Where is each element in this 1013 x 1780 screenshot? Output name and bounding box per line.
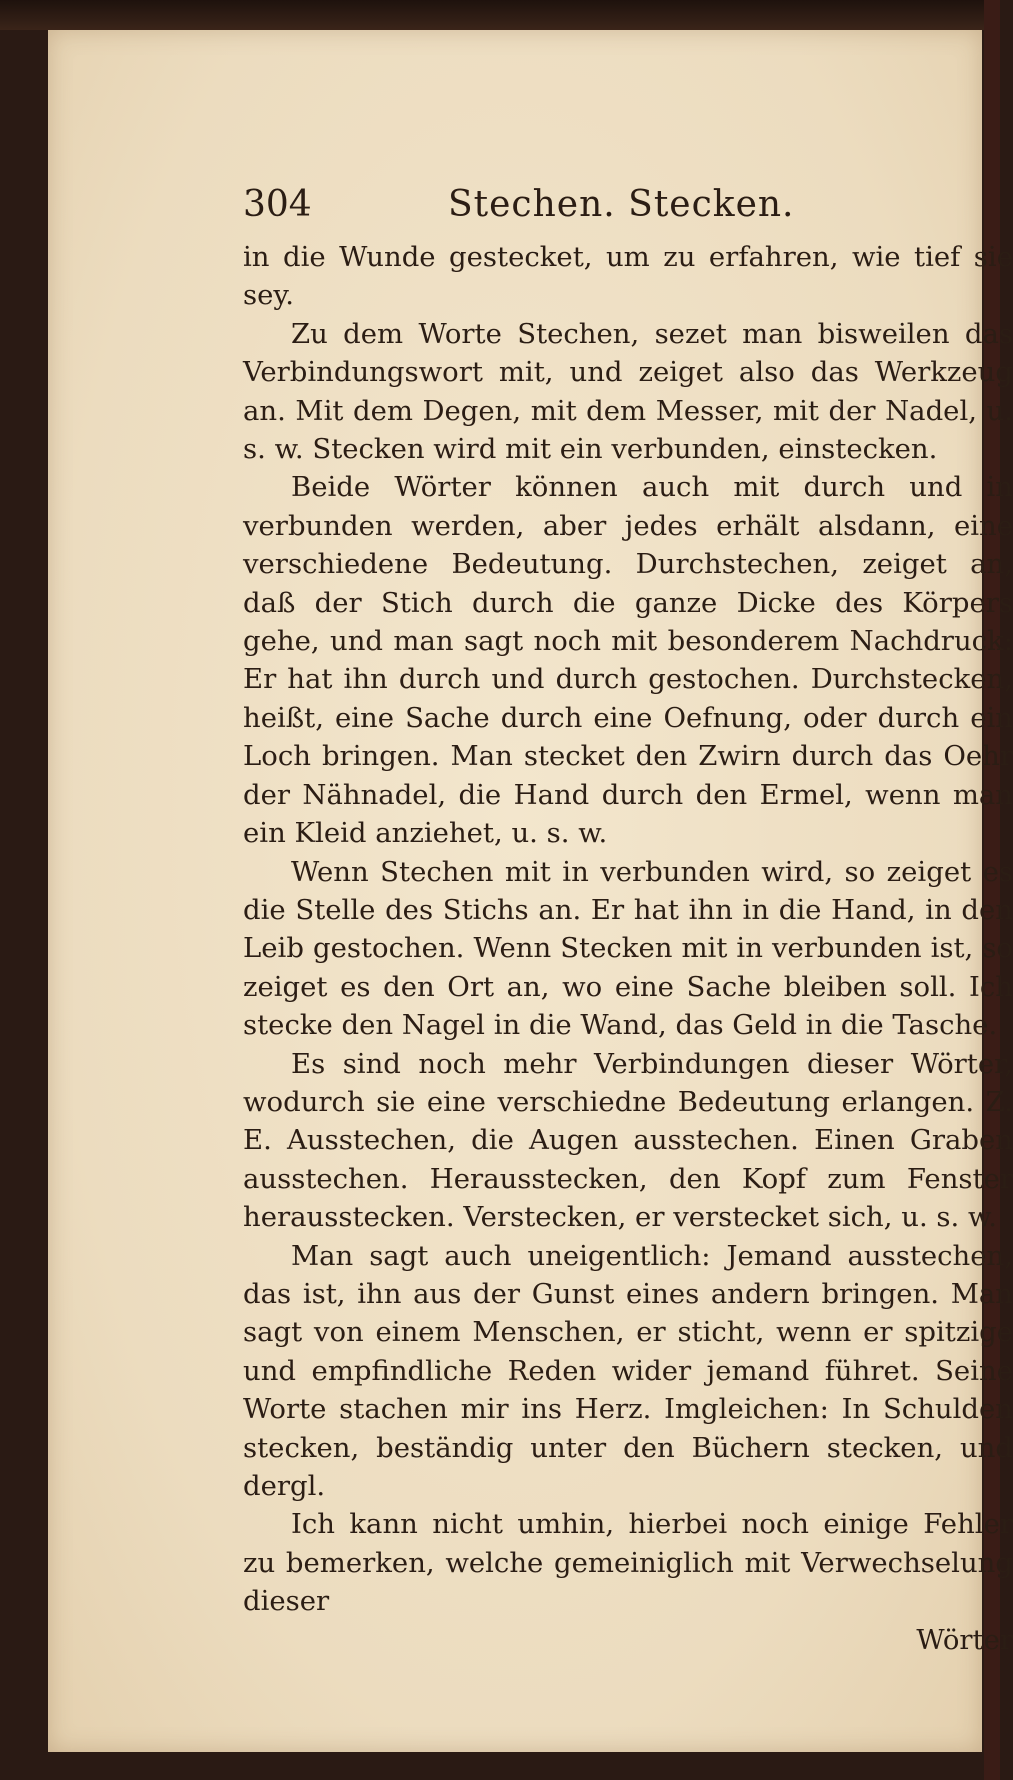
body-text [243,238,1013,1621]
paragraph: Man sagt auch uneigentlich: Jemand ausstechen, das ist, ihn aus der Gunst eines andern bringen. Man sagt von einem Menschen, er sticht, wenn er spitzige und empfindliche Reden wider jemand führet. Seine Worte stachen mir ins Herz. Imgleichen: In Schulden stecken, beständig unter den Büchern stecken, und dergl. [243,1239,1013,1502]
page-content [243,172,1013,1659]
page-number: 304 [243,184,312,225]
paragraph: Beide Wörter können auch mit durch und in verbunden werden, aber jedes erhält alsdann, eine verschiedene Bedeutung. Durchstechen, zeiget an, daß der Stich durch die ganze Dicke des Körpers gehe, und man sagt noch mit besonderem Nachdruck: Er hat ihn durch und durch gestochen. Durchstecken, heißt, eine Sache durch eine Oefnung, oder durch ein Loch bringen. Man stecket den Zwirn durch das Oehr der Nähnadel, die Hand durch den Ermel, wenn man ein Kleid anziehet, u. s. w. [243,471,1013,850]
paragraph: Zu dem Worte Stechen, sezet man bisweilen das Verbindungswort mit, und zeiget also das Werkzeug an. Mit dem Degen, mit dem Messer, mit der Nadel, u. s. w. Stecken wird mit ein verbunden, einstecken. [243,317,1013,466]
catch-word: Wörter [916,1623,1013,1656]
scan-border-top [0,0,1000,30]
paragraph: Ich kann nicht umhin, hierbei noch einige Fehler zu bemerken, welche gemeiniglich mit Verwechselung dieser [243,1508,1013,1618]
book-page [48,30,1013,1752]
page-title: Stechen. Stecken. [448,184,795,225]
paragraph: Wenn Stechen mit in verbunden wird, so zeiget es die Stelle des Stichs an. Er hat ihn in die Hand, in den Leib gestochen. Wenn Stecken mit in verbunden ist, so zeiget es den Ort an, wo eine Sache bleiben soll. Ich stecke den Nagel in die Wand, das Geld in die Tasche. [243,855,1013,1042]
running-head [243,172,1013,238]
paragraph: in die Wunde gestecket, um zu erfahren, wie tief sie sey. [243,241,1013,312]
paragraph: Es sind noch mehr Verbindungen dieser Wörter, wodurch sie eine verschiedne Bedeutung erlangen. Z. E. Ausstechen, die Augen ausstechen. Einen Graben ausstechen. Herausstecken, den Kopf zum Fenster herausstecken. Verstecken, er verstecket sich, u. s. w. [243,1047,1013,1234]
